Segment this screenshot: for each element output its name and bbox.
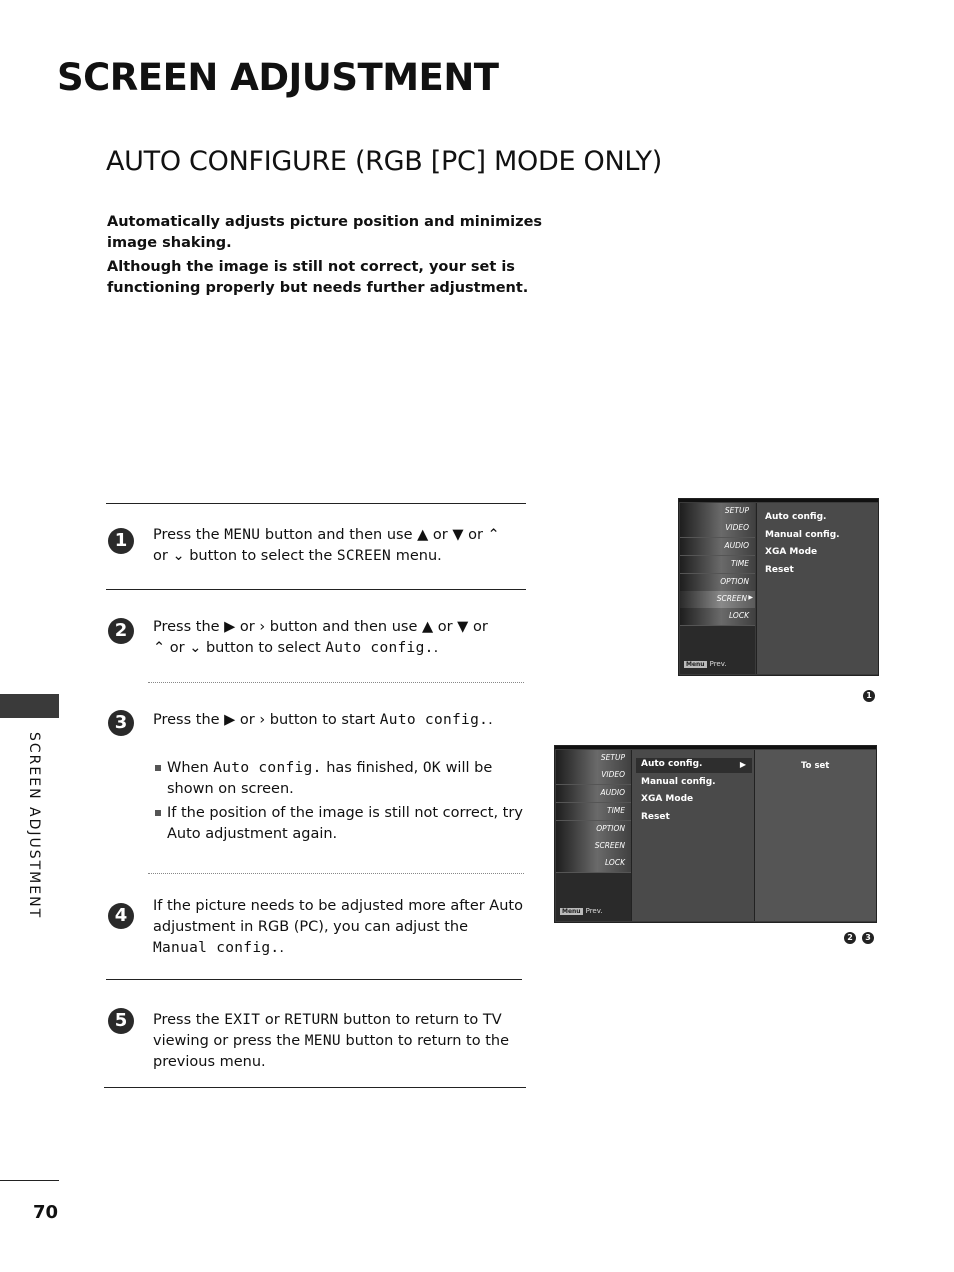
intro-paragraph-1: Automatically adjusts picture position and minimizes image shaking. [107,214,543,251]
osd-top-bar [679,499,878,502]
osd-nav-label: LOCK [604,858,625,867]
osd-option-auto-config: Auto config. [765,512,827,522]
text: Press the [153,1012,225,1028]
osd-nav-label: TIME [606,806,625,815]
text: . [433,640,439,656]
ok-keyword: OK [422,760,441,776]
text: Press the ▶ or › button to start [153,712,380,728]
text: or [260,1012,285,1028]
step-2-text [153,617,523,659]
divider [104,1087,526,1088]
text: menu. [391,548,442,564]
osd-submenu-panel [754,750,876,921]
osd-options-panel [756,503,878,674]
page-title: SCREEN ADJUSTMENT [57,56,499,99]
divider [106,503,526,504]
auto-config-keyword: Auto config. [213,760,322,776]
osd-nav-label: TIME [730,559,749,568]
text: or ⌄ button to select the [153,548,337,564]
osd-nav [680,503,755,674]
page-number: 70 [33,1202,59,1223]
step-3-bullet-1 [155,758,537,800]
bullet-square [155,810,161,816]
divider [106,979,522,980]
osd-prev-hint [684,660,727,668]
section-title: AUTO CONFIGURE (RGB [PC] MODE ONLY) [106,146,662,177]
menu-keyword: MENU [224,527,261,543]
osd-prev-label: Prev. [709,660,727,668]
text: . [488,712,493,728]
osd-nav-time [556,803,631,821]
osd-nav-label: AUDIO [600,788,625,797]
auto-config-keyword: Auto config. [325,640,434,656]
osd-nav-label: OPTION [720,577,749,586]
osd-nav-label: VIDEO [725,523,749,532]
divider [106,589,526,590]
osd-nav-screen [556,838,631,856]
text: will be shown on screen. [167,760,493,797]
osd-nav-label: VIDEO [601,770,625,779]
text: button to return to the previous menu. [153,1033,510,1070]
osd-screenshot-2 [554,745,877,923]
osd-option-xga-mode: XGA Mode [765,547,818,557]
osd-nav-lock [680,608,755,626]
osd-nav-audio [680,538,755,556]
chevron-right-icon: ▶ [748,594,753,601]
screen-keyword: SCREEN [336,548,392,564]
step-number-4: 4 [108,903,134,929]
osd-nav-label: OPTION [596,824,625,833]
osd-option-xga-mode: XGA Mode [641,794,694,804]
osd-screenshot-1 [678,498,879,676]
menu-keyword: MENU [304,1033,341,1049]
osd-nav-audio [556,785,631,803]
step-number-3: 3 [108,710,134,736]
osd-nav-option [556,821,631,839]
exit-keyword: EXIT [224,1012,261,1028]
osd-options-panel [631,750,754,921]
intro-paragraph-2: Although the image is still not correct, your set is functioning properly but needs further adjustment. [107,259,529,296]
figure-badge-3: 3 [862,932,874,944]
osd-nav-label: SETUP [600,753,625,762]
text: . [279,940,285,956]
step-1-text [153,525,523,567]
osd-nav-label: SETUP [724,506,749,515]
divider [148,873,524,874]
osd-nav-video [556,767,631,785]
figure-badge-2: 2 [844,932,856,944]
text: Press the [153,527,225,543]
osd-option-reset: Reset [765,565,794,575]
osd-nav [556,750,631,921]
step-4-text [153,896,523,959]
chapter-tab [0,694,59,718]
chevron-right-icon: ▶ [739,760,746,769]
manual-config-keyword: Manual config. [153,940,280,956]
osd-nav-option [680,574,755,592]
osd-option-manual-config: Manual config. [765,530,840,540]
text: If the picture needs to be adjusted more after Auto adjustment in RGB (PC), you can adjust the [153,898,523,935]
osd-prev-hint [560,907,603,915]
chapter-label: SCREEN ADJUSTMENT [26,732,42,920]
text: If the position of the image is still not correct, try Auto adjustment again. [167,805,523,842]
text: When [167,760,214,776]
text: Press the ▶ or › button and then use ▲ or ▼ or [153,619,488,635]
osd-top-bar [555,746,876,749]
osd-nav-setup [556,750,631,768]
osd-nav-lock [556,855,631,873]
text: ⌃ or ⌄ button to select [153,640,326,656]
osd-option-manual-config: Manual config. [641,777,716,787]
step-5-text [153,1010,523,1073]
divider [148,682,524,683]
step-number-1: 1 [108,528,134,554]
osd-option-reset: Reset [641,812,670,822]
osd-option-auto-config: Auto config. [641,759,703,769]
auto-config-keyword: Auto config. [379,712,489,728]
menu-key-icon: Menu [686,661,705,668]
step-3-text [153,710,523,731]
osd-option-selected-row [636,758,752,773]
osd-nav-setup [680,503,755,521]
text: has finished, [321,760,423,776]
osd-nav-video [680,520,755,538]
osd-nav-time [680,556,755,574]
osd-nav-screen [680,591,755,609]
step-number-5: 5 [108,1008,134,1034]
return-keyword: RETURN [284,1012,339,1028]
step-3-bullet-2 [155,803,537,845]
menu-key-icon: Menu [562,908,581,915]
text: button and then use ▲ or ▼ or ⌃ [260,527,500,543]
osd-nav-label: LOCK [728,611,749,620]
osd-to-set-label: To set [801,761,830,771]
text: button to return to TV viewing or press the [153,1012,502,1049]
figure-badge-1: 1 [863,690,875,702]
page-number-rule [0,1180,59,1181]
osd-nav-label: SCREEN [594,841,625,850]
step-number-2: 2 [108,618,134,644]
osd-nav-label: SCREEN [716,594,747,603]
osd-prev-label: Prev. [585,907,603,915]
osd-nav-label: AUDIO [724,541,749,550]
bullet-square [155,765,161,771]
